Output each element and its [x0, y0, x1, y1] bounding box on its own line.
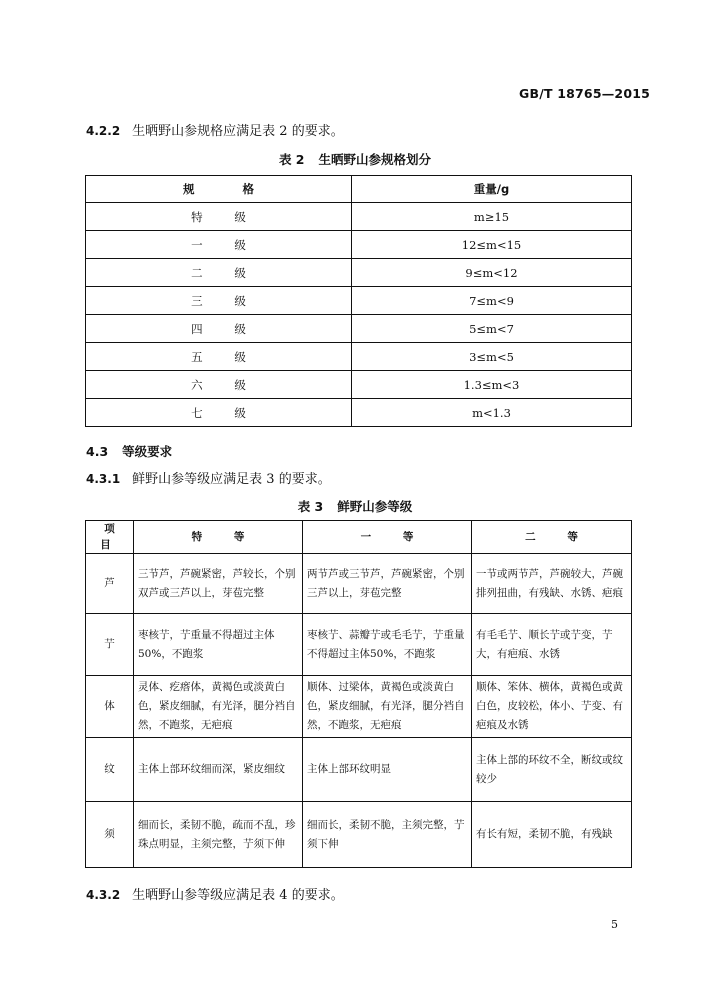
- clause-4-2-2: [86, 120, 344, 139]
- section-number: 4.3: [86, 444, 109, 459]
- item-cell: 纹: [86, 738, 134, 802]
- second-grade-cell: 有毛毛艼、顺长艼或艼变，艼大，有疤痕、水锈: [472, 614, 632, 676]
- grade-cell: 四 级: [86, 315, 352, 343]
- grade-cell: 六 级: [86, 371, 352, 399]
- grade-cell: 三 级: [86, 287, 352, 315]
- header-grade: 规 格: [86, 176, 352, 203]
- item-cell: 体: [86, 676, 134, 738]
- weight-cell: 3≤m<5: [352, 343, 632, 371]
- table-header-row: [86, 176, 632, 203]
- table-row: [86, 554, 632, 614]
- special-grade-cell: 灵体、疙瘩体，黄褐色或淡黄白色，紧皮细腻，有光泽，腿分裆自然，不跑浆，无疤痕: [134, 676, 303, 738]
- table2-caption-title: 生晒野山参规格划分: [318, 152, 432, 167]
- item-cell: 艼: [86, 614, 134, 676]
- table-row: [86, 287, 632, 315]
- special-grade-cell: 主体上部环纹细而深，紧皮细纹: [134, 738, 303, 802]
- weight-cell: 1.3≤m<3: [352, 371, 632, 399]
- table-row: [86, 315, 632, 343]
- table-row: [86, 802, 632, 868]
- table-row: [86, 676, 632, 738]
- table-row: [86, 203, 632, 231]
- table-row: [86, 259, 632, 287]
- clause-number: 4.3.2: [86, 888, 121, 902]
- grade-cell: 二 级: [86, 259, 352, 287]
- table3-caption-title: 鲜野山参等级: [337, 499, 413, 514]
- page-number: 5: [611, 918, 618, 931]
- section-4-3-heading: [86, 442, 172, 460]
- clause-number: 4.2.2: [86, 124, 121, 138]
- second-grade-cell: 一节或两节芦，芦碗较大，芦碗排列扭曲，有残缺、水锈、疤痕: [472, 554, 632, 614]
- table3-fresh-ginseng-grades: [85, 520, 632, 868]
- table-row: [86, 399, 632, 427]
- first-grade-cell: 细而长，柔韧不脆，主须完整，艼须下伸: [303, 802, 472, 868]
- clause-4-3-1: [86, 468, 331, 487]
- table-row: [86, 371, 632, 399]
- weight-cell: m<1.3: [352, 399, 632, 427]
- table3-caption: [0, 497, 710, 515]
- header-second-grade: 二 等: [472, 521, 632, 554]
- grade-cell: 一 级: [86, 231, 352, 259]
- weight-cell: m≥15: [352, 203, 632, 231]
- table2-caption-number: 表 2: [278, 152, 305, 167]
- table3-caption-number: 表 3: [297, 499, 324, 514]
- clause-text: 鲜野山参等级应满足表 3 的要求。: [132, 472, 331, 487]
- weight-cell: 7≤m<9: [352, 287, 632, 315]
- item-cell: 芦: [86, 554, 134, 614]
- weight-cell: 5≤m<7: [352, 315, 632, 343]
- standard-number: GB/T 18765—2015: [519, 86, 651, 101]
- second-grade-cell: 有长有短，柔韧不脆，有残缺: [472, 802, 632, 868]
- table-row: [86, 614, 632, 676]
- grade-cell: 五 级: [86, 343, 352, 371]
- special-grade-cell: 枣核艼，艼重量不得超过主体50%，不跑浆: [134, 614, 303, 676]
- table-header-row: [86, 521, 632, 554]
- first-grade-cell: 顺体、过梁体，黄褐色或淡黄白色，紧皮细腻，有光泽，腿分裆自然，不跑浆，无疤痕: [303, 676, 472, 738]
- grade-cell: 特 级: [86, 203, 352, 231]
- grade-cell: 七 级: [86, 399, 352, 427]
- header-special-grade: 特 等: [134, 521, 303, 554]
- clause-text: 生晒野山参等级应满足表 4 的要求。: [132, 888, 344, 903]
- first-grade-cell: 主体上部环纹明显: [303, 738, 472, 802]
- clause-number: 4.3.1: [86, 472, 121, 486]
- special-grade-cell: 细而长，柔韧不脆，疏而不乱，珍珠点明显，主须完整，艼须下伸: [134, 802, 303, 868]
- header-first-grade: 一 等: [303, 521, 472, 554]
- weight-cell: 12≤m<15: [352, 231, 632, 259]
- table-row: [86, 738, 632, 802]
- second-grade-cell: 主体上部的环纹不全，断纹或纹较少: [472, 738, 632, 802]
- first-grade-cell: 两节芦或三节芦，芦碗紧密，个别三芦以上，芽苞完整: [303, 554, 472, 614]
- second-grade-cell: 顺体、笨体、横体，黄褐色或黄白色，皮较松，体小、艼变、有疤痕及水锈: [472, 676, 632, 738]
- weight-cell: 9≤m<12: [352, 259, 632, 287]
- special-grade-cell: 三节芦，芦碗紧密，芦较长，个别双芦或三芦以上，芽苞完整: [134, 554, 303, 614]
- first-grade-cell: 枣核艼、蒜瓣艼或毛毛艼，艼重量不得超过主体50%，不跑浆: [303, 614, 472, 676]
- table2-spec-grades: [85, 175, 632, 427]
- table-row: [86, 343, 632, 371]
- table-row: [86, 231, 632, 259]
- clause-text: 生晒野山参规格应满足表 2 的要求。: [132, 124, 344, 139]
- section-title: 等级要求: [122, 444, 173, 459]
- header-weight: 重量/g: [352, 176, 632, 203]
- clause-4-3-2: [86, 884, 344, 903]
- table2-caption: [0, 150, 710, 168]
- item-cell: 须: [86, 802, 134, 868]
- header-item: 项 目: [86, 521, 134, 554]
